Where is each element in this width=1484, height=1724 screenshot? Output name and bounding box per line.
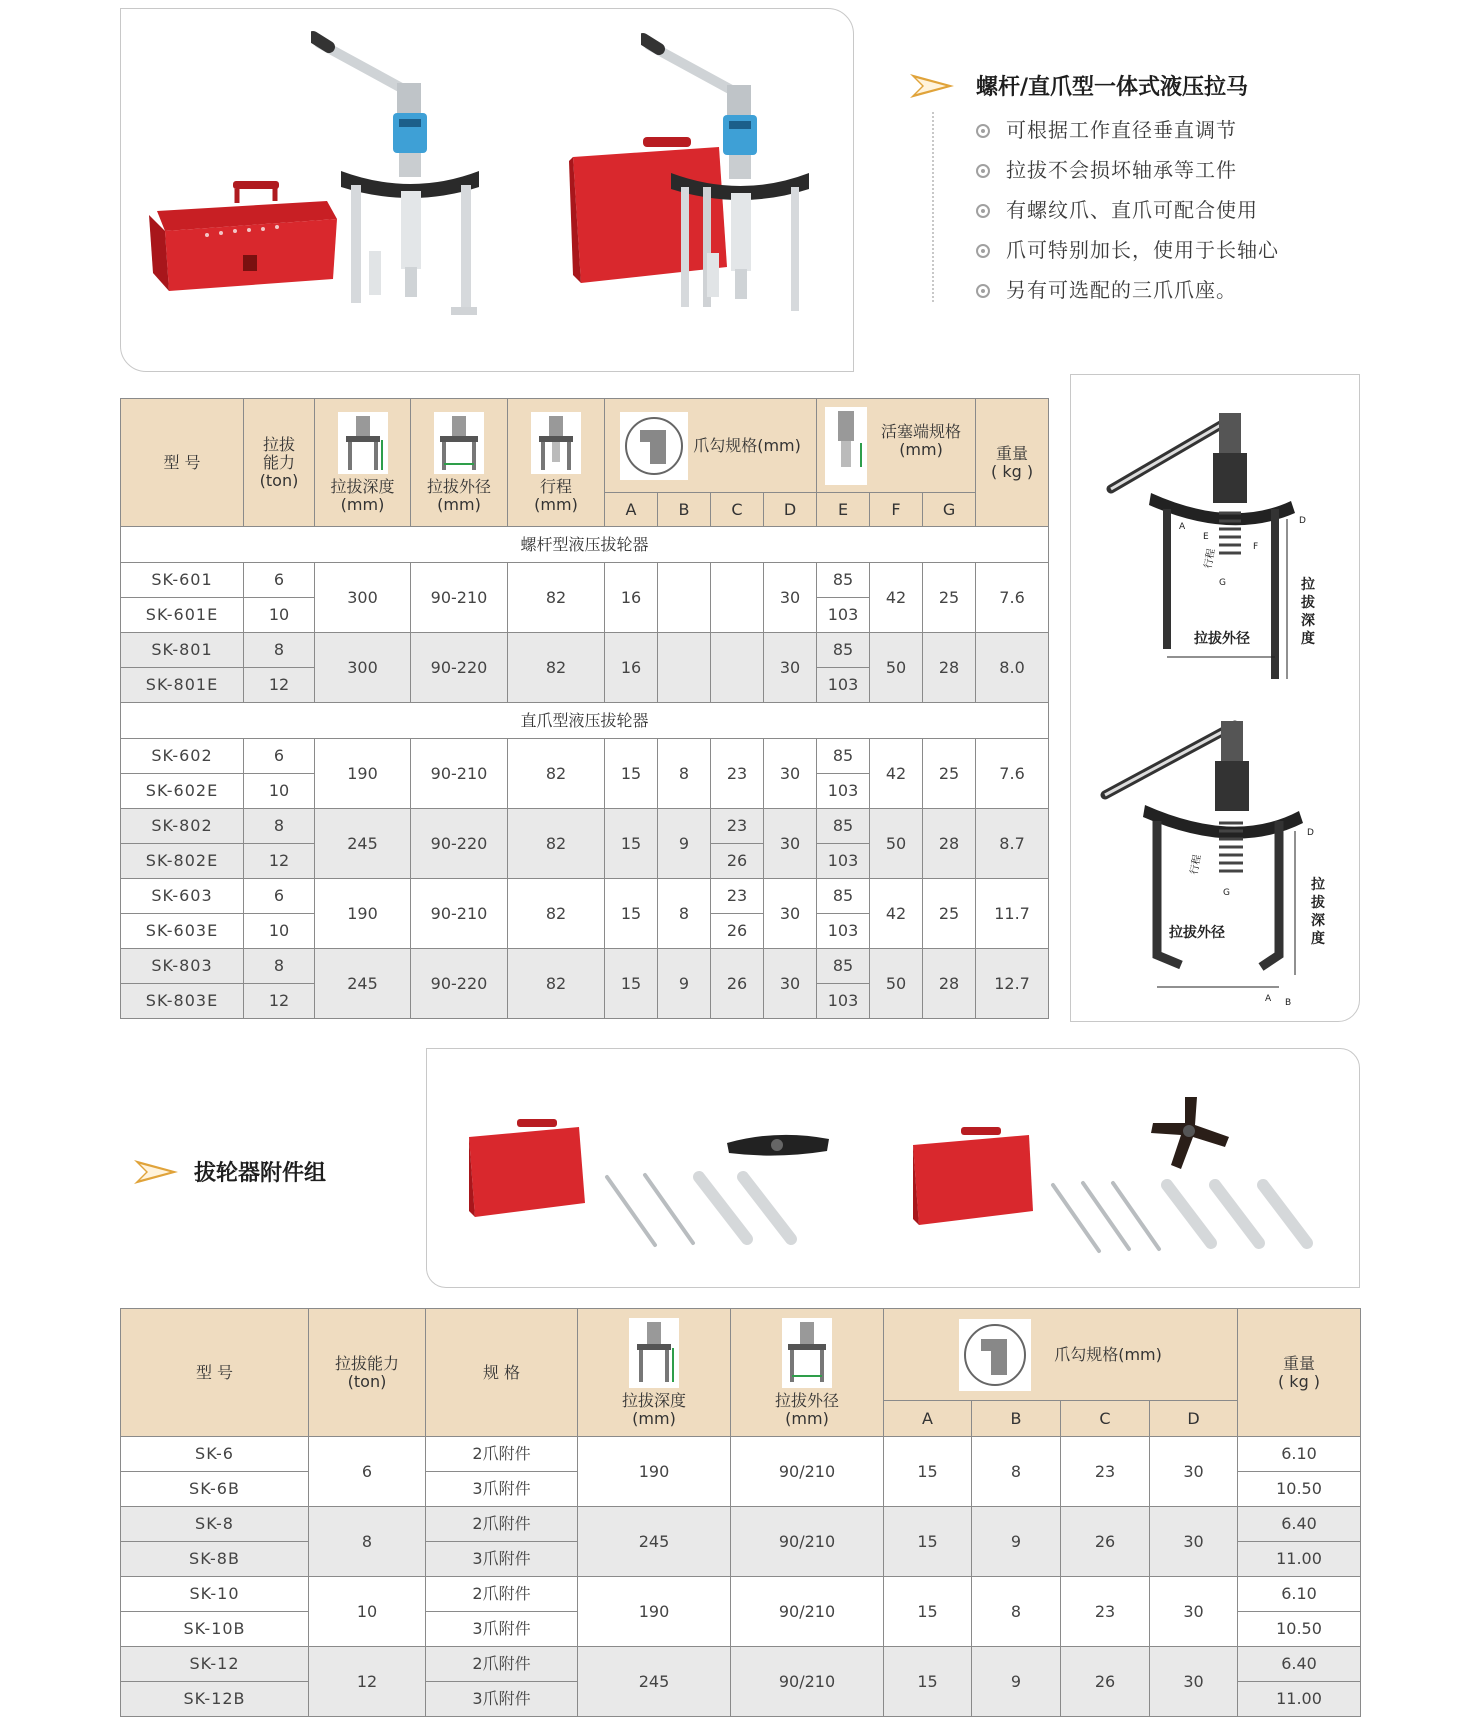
stroke-icon	[531, 412, 581, 474]
header-capacity: 拉拔能力 (ton)	[309, 1309, 426, 1437]
header-model: 型 号	[121, 399, 244, 527]
svg-text:深: 深	[1301, 613, 1315, 629]
table-row: SK-601 6 300 90-210 82 16 30 85 42 25 7.6	[121, 563, 1049, 598]
product-photo-panel	[120, 8, 854, 372]
feature-item: 可根据工作直径垂直调节	[976, 114, 1279, 154]
pull-outer-diameter-icon	[434, 412, 484, 474]
header-outer: 拉拔外径 (mm)	[731, 1309, 884, 1437]
label-e: E	[1203, 532, 1209, 542]
spec-table-accessories	[120, 1308, 1361, 1717]
table-row: SK-12 12 2爪附件 245 90/210 15 9 26 30 6.40	[121, 1647, 1361, 1682]
jaw-rods-2jaw-image	[599, 1169, 819, 1259]
label-stroke: 行程	[1203, 547, 1218, 570]
spec-table-pullers	[120, 398, 1049, 1019]
screw-puller-diagram	[1091, 389, 1341, 689]
feature-list	[976, 114, 1279, 314]
table-row: SK-8 8 2爪附件 245 90/210 15 9 26 30 6.40	[121, 1507, 1361, 1542]
header-c: C	[1061, 1401, 1150, 1437]
header-capacity: 拉拔 能力 (ton)	[244, 399, 315, 527]
table-row: SK-603 6 190 90-210 82 15 8 23 30 85 42 25 11.7	[121, 879, 1049, 914]
header-d: D	[1150, 1401, 1238, 1437]
table-row: SK-801 8 300 90-220 82 16 30 85 50 28 8.0	[121, 633, 1049, 668]
svg-text:拉: 拉	[1301, 577, 1315, 593]
header-spec: 规 格	[426, 1309, 578, 1437]
two-jaw-yoke-image	[723, 1125, 833, 1165]
pull-depth-icon	[338, 412, 388, 474]
svg-text:拉: 拉	[1311, 877, 1325, 893]
piston-end-icon	[825, 407, 867, 485]
accessory-case-3jaw	[911, 1127, 1041, 1237]
table-row: SK-10B 3爪附件 10.50	[121, 1612, 1361, 1647]
hydraulic-puller-image-right	[641, 23, 841, 323]
header-b: B	[658, 493, 711, 527]
header-claw: 爪勾规格(mm)	[605, 399, 817, 493]
header-d: D	[764, 493, 817, 527]
header-weight: 重量 ( kg )	[1238, 1309, 1361, 1437]
table-row: SK-602E 10 103	[121, 774, 1049, 809]
hydraulic-puller-image-left	[311, 21, 511, 321]
three-jaw-yoke-image	[1145, 1093, 1235, 1173]
header-e: E	[817, 493, 870, 527]
svg-text:拔: 拔	[1311, 895, 1325, 911]
arrow-icon	[908, 72, 956, 100]
label-pull-depth	[1301, 576, 1315, 647]
section-title-screw: 螺杆型液压拔轮器	[121, 527, 1049, 563]
table-row: SK-803E 12 103	[121, 984, 1049, 1019]
header-piston: 活塞端规格 (mm)	[817, 399, 976, 493]
header-f: F	[870, 493, 923, 527]
label-d: D	[1299, 516, 1306, 526]
straight-claw-puller-diagram	[1085, 705, 1335, 1015]
dotted-divider	[932, 112, 934, 302]
header-c: C	[711, 493, 764, 527]
header-a: A	[884, 1401, 972, 1437]
feature-item: 有螺纹爪、直爪可配合使用	[976, 194, 1279, 234]
dimension-diagram-panel	[1070, 374, 1360, 1022]
claw-hook-icon	[620, 412, 688, 480]
label-pull-depth-2	[1311, 876, 1325, 947]
table-row: SK-801E 12 103	[121, 668, 1049, 703]
svg-text:深: 深	[1311, 913, 1325, 929]
table-row: SK-10 10 2爪附件 190 90/210 15 8 23 30 6.10	[121, 1577, 1361, 1612]
feature-item: 爪可特别加长，使用于长轴心	[976, 234, 1279, 274]
label-outer-diameter-2: 拉拔外径	[1169, 925, 1225, 941]
header-claw: 爪勾规格(mm)	[884, 1309, 1238, 1401]
table-row: SK-803 8 245 90-220 82 15 9 26 30 85 50 28 12.7	[121, 949, 1049, 984]
header-depth: 拉拔深度 (mm)	[315, 399, 411, 527]
label-a-2: A	[1265, 994, 1272, 1004]
header-b: B	[972, 1401, 1061, 1437]
feature-title: 螺杆/直爪型一体式液压拉马	[976, 75, 1249, 100]
label-f: F	[1253, 542, 1259, 552]
label-b-2: B	[1285, 998, 1292, 1008]
table-row: SK-603E 10 26 103	[121, 914, 1049, 949]
table-row: SK-602 6 190 90-210 82 15 8 23 30 85 42 25 7.6	[121, 739, 1049, 774]
table-row: SK-8B 3爪附件 11.00	[121, 1542, 1361, 1577]
bullet-icon	[976, 284, 990, 298]
header-a: A	[605, 493, 658, 527]
label-g-2: G	[1223, 888, 1230, 898]
label-a: A	[1179, 522, 1186, 532]
table-row: SK-12B 3爪附件 11.00	[121, 1682, 1361, 1717]
bullet-icon	[976, 204, 990, 218]
svg-text:拔: 拔	[1301, 595, 1315, 611]
bullet-icon	[976, 124, 990, 138]
svg-text:度: 度	[1311, 931, 1325, 947]
header-g: G	[923, 493, 976, 527]
label-outer-diameter: 拉拔外径	[1194, 631, 1250, 647]
table-row: SK-802 8 245 90-220 82 15 9 23 30 85 50 28 8.7	[121, 809, 1049, 844]
table-row: SK-6 6 2爪附件 190 90/210 15 8 23 30 6.10	[121, 1437, 1361, 1472]
label-d-2: D	[1307, 828, 1314, 838]
table-row: SK-601E 10 103	[121, 598, 1049, 633]
label-stroke-2: 行程	[1189, 853, 1204, 876]
accessory-case-2jaw	[467, 1119, 597, 1229]
arrow-icon	[132, 1158, 180, 1186]
header-weight: 重量 ( kg )	[976, 399, 1049, 527]
pull-outer-diameter-icon	[782, 1318, 832, 1388]
bullet-icon	[976, 244, 990, 258]
header-stroke: 行程 (mm)	[508, 399, 605, 527]
feature-item: 拉拔不会损坏轴承等工件	[976, 154, 1279, 194]
accessories-photo-panel	[426, 1048, 1360, 1288]
jaw-rods-3jaw-image	[1045, 1177, 1335, 1267]
bullet-icon	[976, 164, 990, 178]
svg-text:度: 度	[1301, 631, 1315, 647]
claw-hook-icon	[959, 1319, 1031, 1391]
table-row: SK-802E 12 26 103	[121, 844, 1049, 879]
header-outer: 拉拔外径 (mm)	[411, 399, 508, 527]
header-depth: 拉拔深度 (mm)	[578, 1309, 731, 1437]
label-g: G	[1219, 578, 1226, 588]
pull-depth-icon	[629, 1318, 679, 1388]
section-title-straight: 直爪型液压拔轮器	[121, 703, 1049, 739]
header-model: 型 号	[121, 1309, 309, 1437]
table-row: SK-6B 3爪附件 10.50	[121, 1472, 1361, 1507]
accessories-title: 拔轮器附件组	[194, 1161, 327, 1186]
feature-item: 另有可选配的三爪爪座。	[976, 274, 1279, 314]
